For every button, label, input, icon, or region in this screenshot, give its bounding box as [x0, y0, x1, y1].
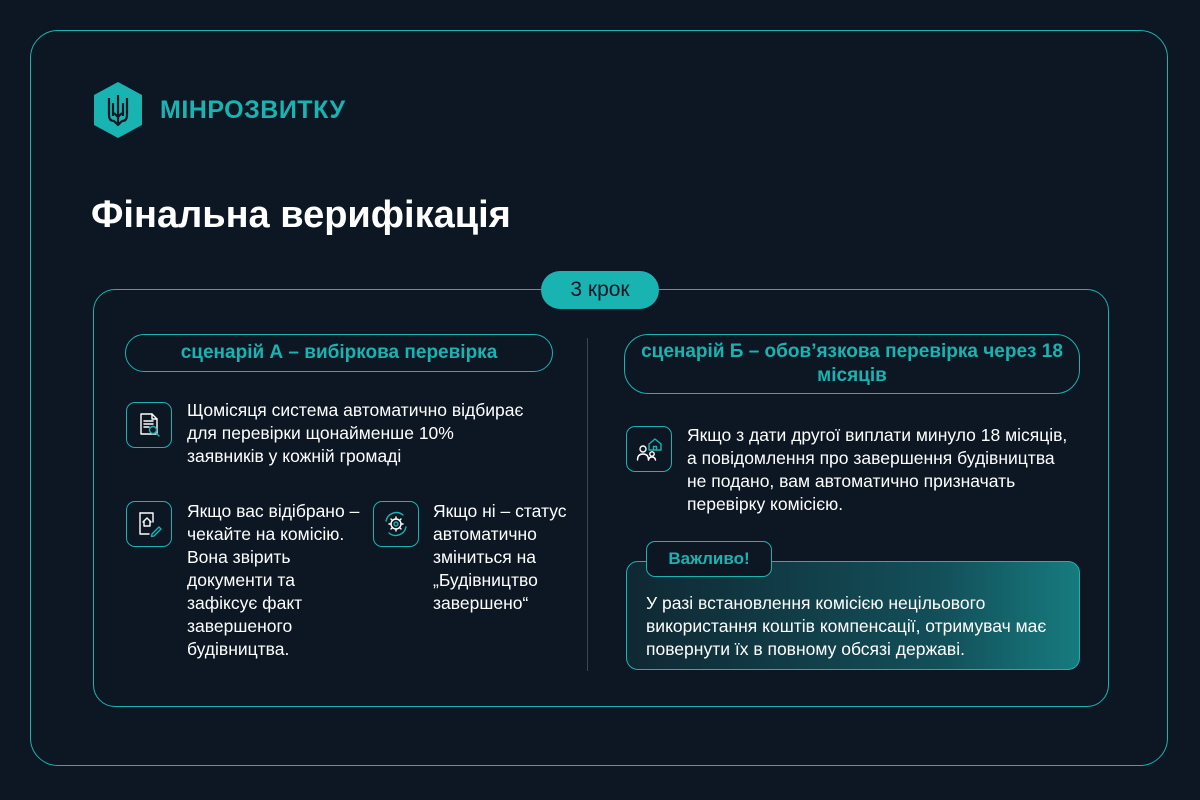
scenario-b-label: сценарій Б – обов’язкова перевірка через 18 місяців	[624, 334, 1080, 394]
document-search-icon	[126, 402, 172, 448]
people-house-icon	[626, 426, 672, 472]
important-text: У разі встановлення комісією нецільового використання коштів компенсації, отримувач має повернути їх в повному обсязі державі.	[646, 593, 1047, 659]
scenario-a-label: сценарій А – вибіркова перевірка	[125, 334, 553, 372]
gear-refresh-icon	[373, 501, 419, 547]
scenario-a-item-2-text: Якщо вас відібрано – чекайте на комісію. Вона звірить документи та зафіксує факт завершеного будівництва.	[187, 501, 360, 659]
house-document-pen-icon	[126, 501, 172, 547]
step-badge: 3 крок	[541, 271, 659, 309]
scenario-a-item-1-text: Щомісяця система автоматично відбирає для перевірки щонайменше 10% заявників у кожній громаді	[187, 400, 524, 466]
trident-icon	[92, 81, 144, 139]
scenario-b-item-1-text: Якщо з дати другої виплати минуло 18 місяців, а повідомлення про завершення будівництва не подано, вам автоматично призначать перевірку комісією.	[687, 425, 1068, 514]
brand-logo	[92, 81, 346, 139]
page-title: Фінальна верифікація	[91, 194, 511, 236]
scenario-a-item-3-text: Якщо ні – статус автоматично зміниться на „Будівництво завершено“	[433, 501, 567, 613]
column-divider	[587, 338, 588, 671]
important-label: Важливо!	[646, 541, 772, 577]
brand-name: МІНРОЗВИТКУ	[160, 95, 346, 124]
